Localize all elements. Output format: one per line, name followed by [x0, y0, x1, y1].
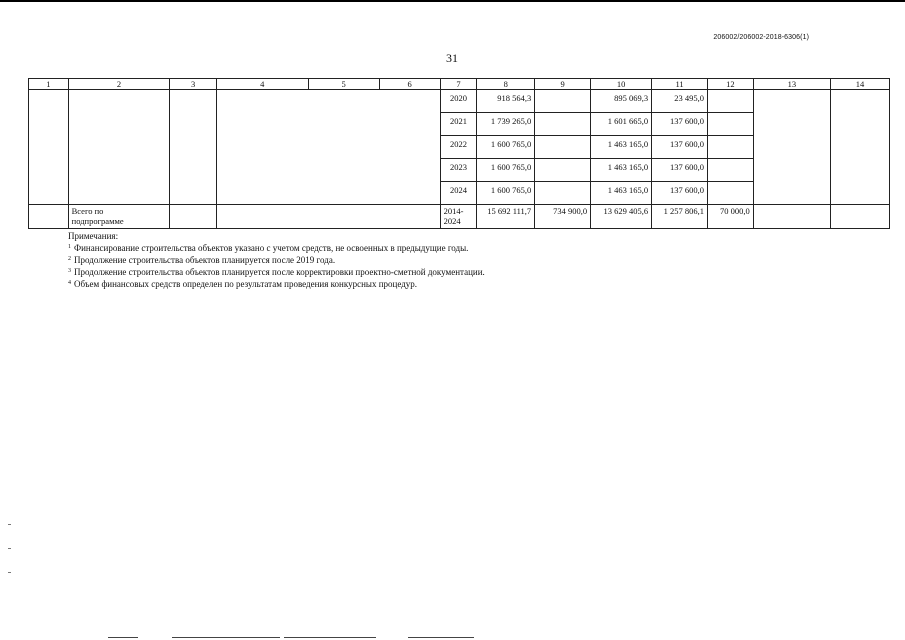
value-cell: 137 600,0	[652, 182, 708, 205]
column-header: 14	[830, 79, 889, 90]
footnote-mark: 2	[68, 256, 71, 262]
total-value-cell: 70 000,0	[707, 205, 753, 229]
total-value-cell: 1 257 806,1	[652, 205, 708, 229]
column-header: 7	[440, 79, 477, 90]
bottom-edge-line	[284, 637, 376, 638]
scan-mark	[8, 572, 11, 573]
total-row	[29, 205, 890, 229]
footnote	[68, 254, 485, 266]
value-cell	[535, 90, 591, 113]
column-header: 8	[477, 79, 535, 90]
empty-cell	[830, 90, 889, 205]
empty-cell	[217, 205, 441, 229]
year-cell: 2022	[440, 136, 477, 159]
footnote	[68, 278, 485, 290]
table-row	[29, 90, 890, 113]
value-cell: 918 564,3	[477, 90, 535, 113]
footnote-mark: 3	[68, 268, 71, 274]
value-cell	[535, 159, 591, 182]
column-header: 9	[535, 79, 591, 90]
value-cell: 23 495,0	[652, 90, 708, 113]
value-cell: 137 600,0	[652, 159, 708, 182]
document-code: 206002/206002-2018-6306(1)	[713, 34, 809, 41]
total-value-cell: 15 692 111,7	[477, 205, 535, 229]
empty-cell	[29, 90, 69, 205]
column-number-row	[29, 79, 890, 90]
footnote-text: Продолжение строительства объектов планируется после корректировки проектно-сметной документации.	[74, 267, 485, 277]
value-cell: 895 069,3	[591, 90, 652, 113]
page-top-edge	[0, 0, 905, 2]
value-cell: 137 600,0	[652, 113, 708, 136]
total-label-cell	[68, 205, 170, 229]
period-line: 2024	[443, 216, 461, 226]
total-value-cell: 734 900,0	[535, 205, 591, 229]
empty-cell	[170, 205, 217, 229]
empty-cell	[68, 90, 170, 205]
total-label-line: подпрограмме	[71, 216, 124, 226]
column-header: 6	[379, 79, 440, 90]
value-cell	[535, 182, 591, 205]
empty-cell	[830, 205, 889, 229]
value-cell: 1 600 765,0	[477, 136, 535, 159]
year-cell: 2020	[440, 90, 477, 113]
footnote-mark: 1	[68, 244, 71, 250]
footnote-text: Продолжение строительства объектов планируется после 2019 года.	[74, 255, 336, 265]
bottom-edge-line	[172, 637, 280, 638]
empty-cell	[753, 205, 830, 229]
financing-table	[28, 78, 890, 229]
value-cell: 1 463 165,0	[591, 136, 652, 159]
footnote	[68, 266, 485, 278]
scan-mark	[8, 524, 11, 525]
empty-cell	[707, 182, 753, 205]
scan-mark	[8, 548, 11, 549]
total-value-cell: 13 629 405,6	[591, 205, 652, 229]
column-header: 11	[652, 79, 708, 90]
empty-cell	[707, 90, 753, 113]
empty-cell	[217, 90, 441, 205]
value-cell	[535, 113, 591, 136]
column-header: 5	[308, 79, 379, 90]
column-header: 4	[217, 79, 308, 90]
year-cell: 2023	[440, 159, 477, 182]
column-header: 3	[170, 79, 217, 90]
value-cell: 1 600 765,0	[477, 159, 535, 182]
footnote-text: Объем финансовых средств определен по результатам проведения конкурсных процедур.	[74, 279, 418, 289]
notes-section	[68, 231, 485, 290]
footnote-mark: 4	[68, 280, 71, 286]
empty-cell	[29, 205, 69, 229]
column-header: 13	[753, 79, 830, 90]
empty-cell	[753, 90, 830, 205]
column-header: 10	[591, 79, 652, 90]
column-header: 2	[68, 79, 170, 90]
total-label-line: Всего по	[71, 206, 104, 216]
value-cell: 1 739 265,0	[477, 113, 535, 136]
bottom-edge-line	[108, 637, 138, 638]
year-cell: 2024	[440, 182, 477, 205]
bottom-edge-line	[408, 637, 474, 638]
footnote	[68, 242, 485, 254]
notes-heading: Примечания:	[68, 231, 119, 241]
period-line: 2014-	[443, 206, 464, 216]
column-header: 1	[29, 79, 69, 90]
value-cell: 1 463 165,0	[591, 159, 652, 182]
page-number: 31	[446, 51, 458, 65]
empty-cell	[707, 113, 753, 136]
column-header: 12	[707, 79, 753, 90]
empty-cell	[170, 90, 217, 205]
value-cell: 137 600,0	[652, 136, 708, 159]
empty-cell	[707, 136, 753, 159]
footnote-text: Финансирование строительства объектов указано с учетом средств, не освоенных в предыдущие годы.	[74, 243, 469, 253]
value-cell	[535, 136, 591, 159]
value-cell: 1 601 665,0	[591, 113, 652, 136]
empty-cell	[707, 159, 753, 182]
value-cell: 1 600 765,0	[477, 182, 535, 205]
period-cell	[440, 205, 477, 229]
year-cell: 2021	[440, 113, 477, 136]
value-cell: 1 463 165,0	[591, 182, 652, 205]
